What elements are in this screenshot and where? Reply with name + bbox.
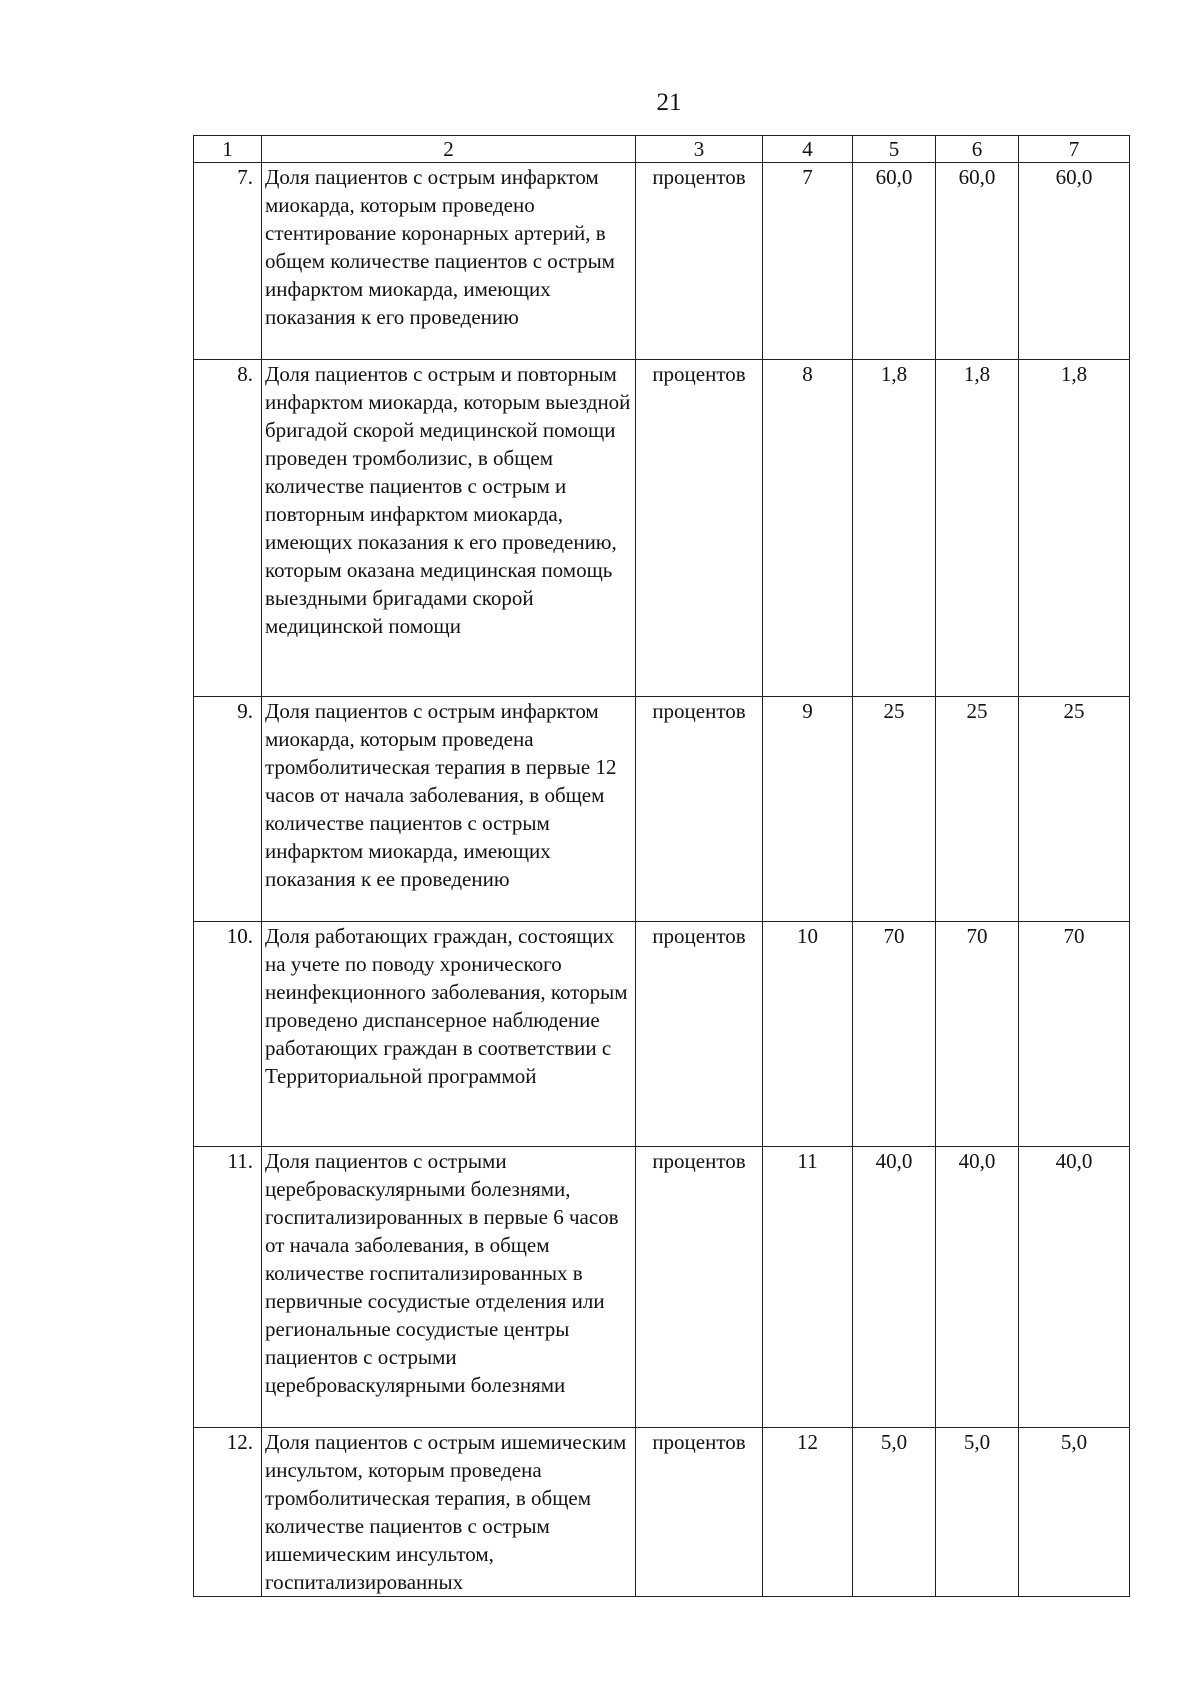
code-cell: 12	[763, 1428, 853, 1597]
column-header: 3	[636, 136, 763, 163]
code-cell: 9	[763, 697, 853, 922]
column-header: 6	[936, 136, 1019, 163]
value-cell: 60,0	[936, 163, 1019, 360]
value-cell: 5,0	[853, 1428, 936, 1597]
indicators-table	[193, 135, 1130, 1597]
table-header-row	[194, 136, 1130, 163]
column-header: 7	[1019, 136, 1130, 163]
value-cell: 25	[1019, 697, 1130, 922]
value-cell: 40,0	[853, 1147, 936, 1428]
value-cell: 25	[853, 697, 936, 922]
unit-cell: процентов	[636, 697, 763, 922]
value-cell: 5,0	[936, 1428, 1019, 1597]
value-cell: 70	[853, 922, 936, 1147]
column-header: 1	[194, 136, 262, 163]
value-cell: 70	[936, 922, 1019, 1147]
indicator-name: Доля пациентов с острым инфарктом миокарда, которым проведена тромболитическая терапия в первые 12 часов от начала заболевания, в общем количестве пациентов с острым инфарктом миокарда, имеющих показания к ее проведению	[262, 697, 636, 922]
table-row	[194, 922, 1130, 1147]
table-row	[194, 1428, 1130, 1597]
code-cell: 11	[763, 1147, 853, 1428]
table-row	[194, 163, 1130, 360]
indicator-name: Доля пациентов с острыми цереброваскулярными болезнями, госпитализированных в первые 6 часов от начала заболевания, в общем количестве госпитализированных в первичные сосудистые отделения или региональные сосудистые центры пациентов с острыми цереброваскулярными болезнями	[262, 1147, 636, 1428]
row-number: 7.	[194, 163, 262, 360]
indicator-name: Доля работающих граждан, состоящих на учете по поводу хронического неинфекционного заболевания, которым проведено диспансерное наблюдение работающих граждан в соответствии с Территориальной программой	[262, 922, 636, 1147]
value-cell: 60,0	[1019, 163, 1130, 360]
table-row	[194, 697, 1130, 922]
code-cell: 10	[763, 922, 853, 1147]
unit-cell: процентов	[636, 1428, 763, 1597]
unit-cell: процентов	[636, 922, 763, 1147]
value-cell: 25	[936, 697, 1019, 922]
page-number: 21	[656, 89, 682, 116]
value-cell: 1,8	[853, 360, 936, 697]
table-row	[194, 1147, 1130, 1428]
indicator-name: Доля пациентов с острым и повторным инфарктом миокарда, которым выездной бригадой скорой медицинской помощи проведен тромболизис, в общем количестве пациентов с острым и повторным инфарктом миокарда, имеющих показания к его проведению, которым оказана медицинская помощь выездными бригадами скорой медицинской помощи	[262, 360, 636, 697]
code-cell: 8	[763, 360, 853, 697]
unit-cell: процентов	[636, 360, 763, 697]
row-number: 9.	[194, 697, 262, 922]
unit-cell: процентов	[636, 1147, 763, 1428]
column-header: 4	[763, 136, 853, 163]
value-cell: 40,0	[936, 1147, 1019, 1428]
row-number: 11.	[194, 1147, 262, 1428]
table-row	[194, 360, 1130, 697]
value-cell: 5,0	[1019, 1428, 1130, 1597]
column-header: 5	[853, 136, 936, 163]
value-cell: 40,0	[1019, 1147, 1130, 1428]
value-cell: 1,8	[936, 360, 1019, 697]
row-number: 12.	[194, 1428, 262, 1597]
value-cell: 1,8	[1019, 360, 1130, 697]
column-header: 2	[262, 136, 636, 163]
row-number: 8.	[194, 360, 262, 697]
indicator-name: Доля пациентов с острым ишемическим инсультом, которым проведена тромболитическая терапия, в общем количестве пациентов с острым ишемическим инсультом, госпитализированных	[262, 1428, 636, 1597]
value-cell: 70	[1019, 922, 1130, 1147]
value-cell: 60,0	[853, 163, 936, 360]
row-number: 10.	[194, 922, 262, 1147]
code-cell: 7	[763, 163, 853, 360]
unit-cell: процентов	[636, 163, 763, 360]
indicator-name: Доля пациентов с острым инфарктом миокарда, которым проведено стентирование коронарных артерий, в общем количестве пациентов с острым инфарктом миокарда, имеющих показания к его проведению	[262, 163, 636, 360]
